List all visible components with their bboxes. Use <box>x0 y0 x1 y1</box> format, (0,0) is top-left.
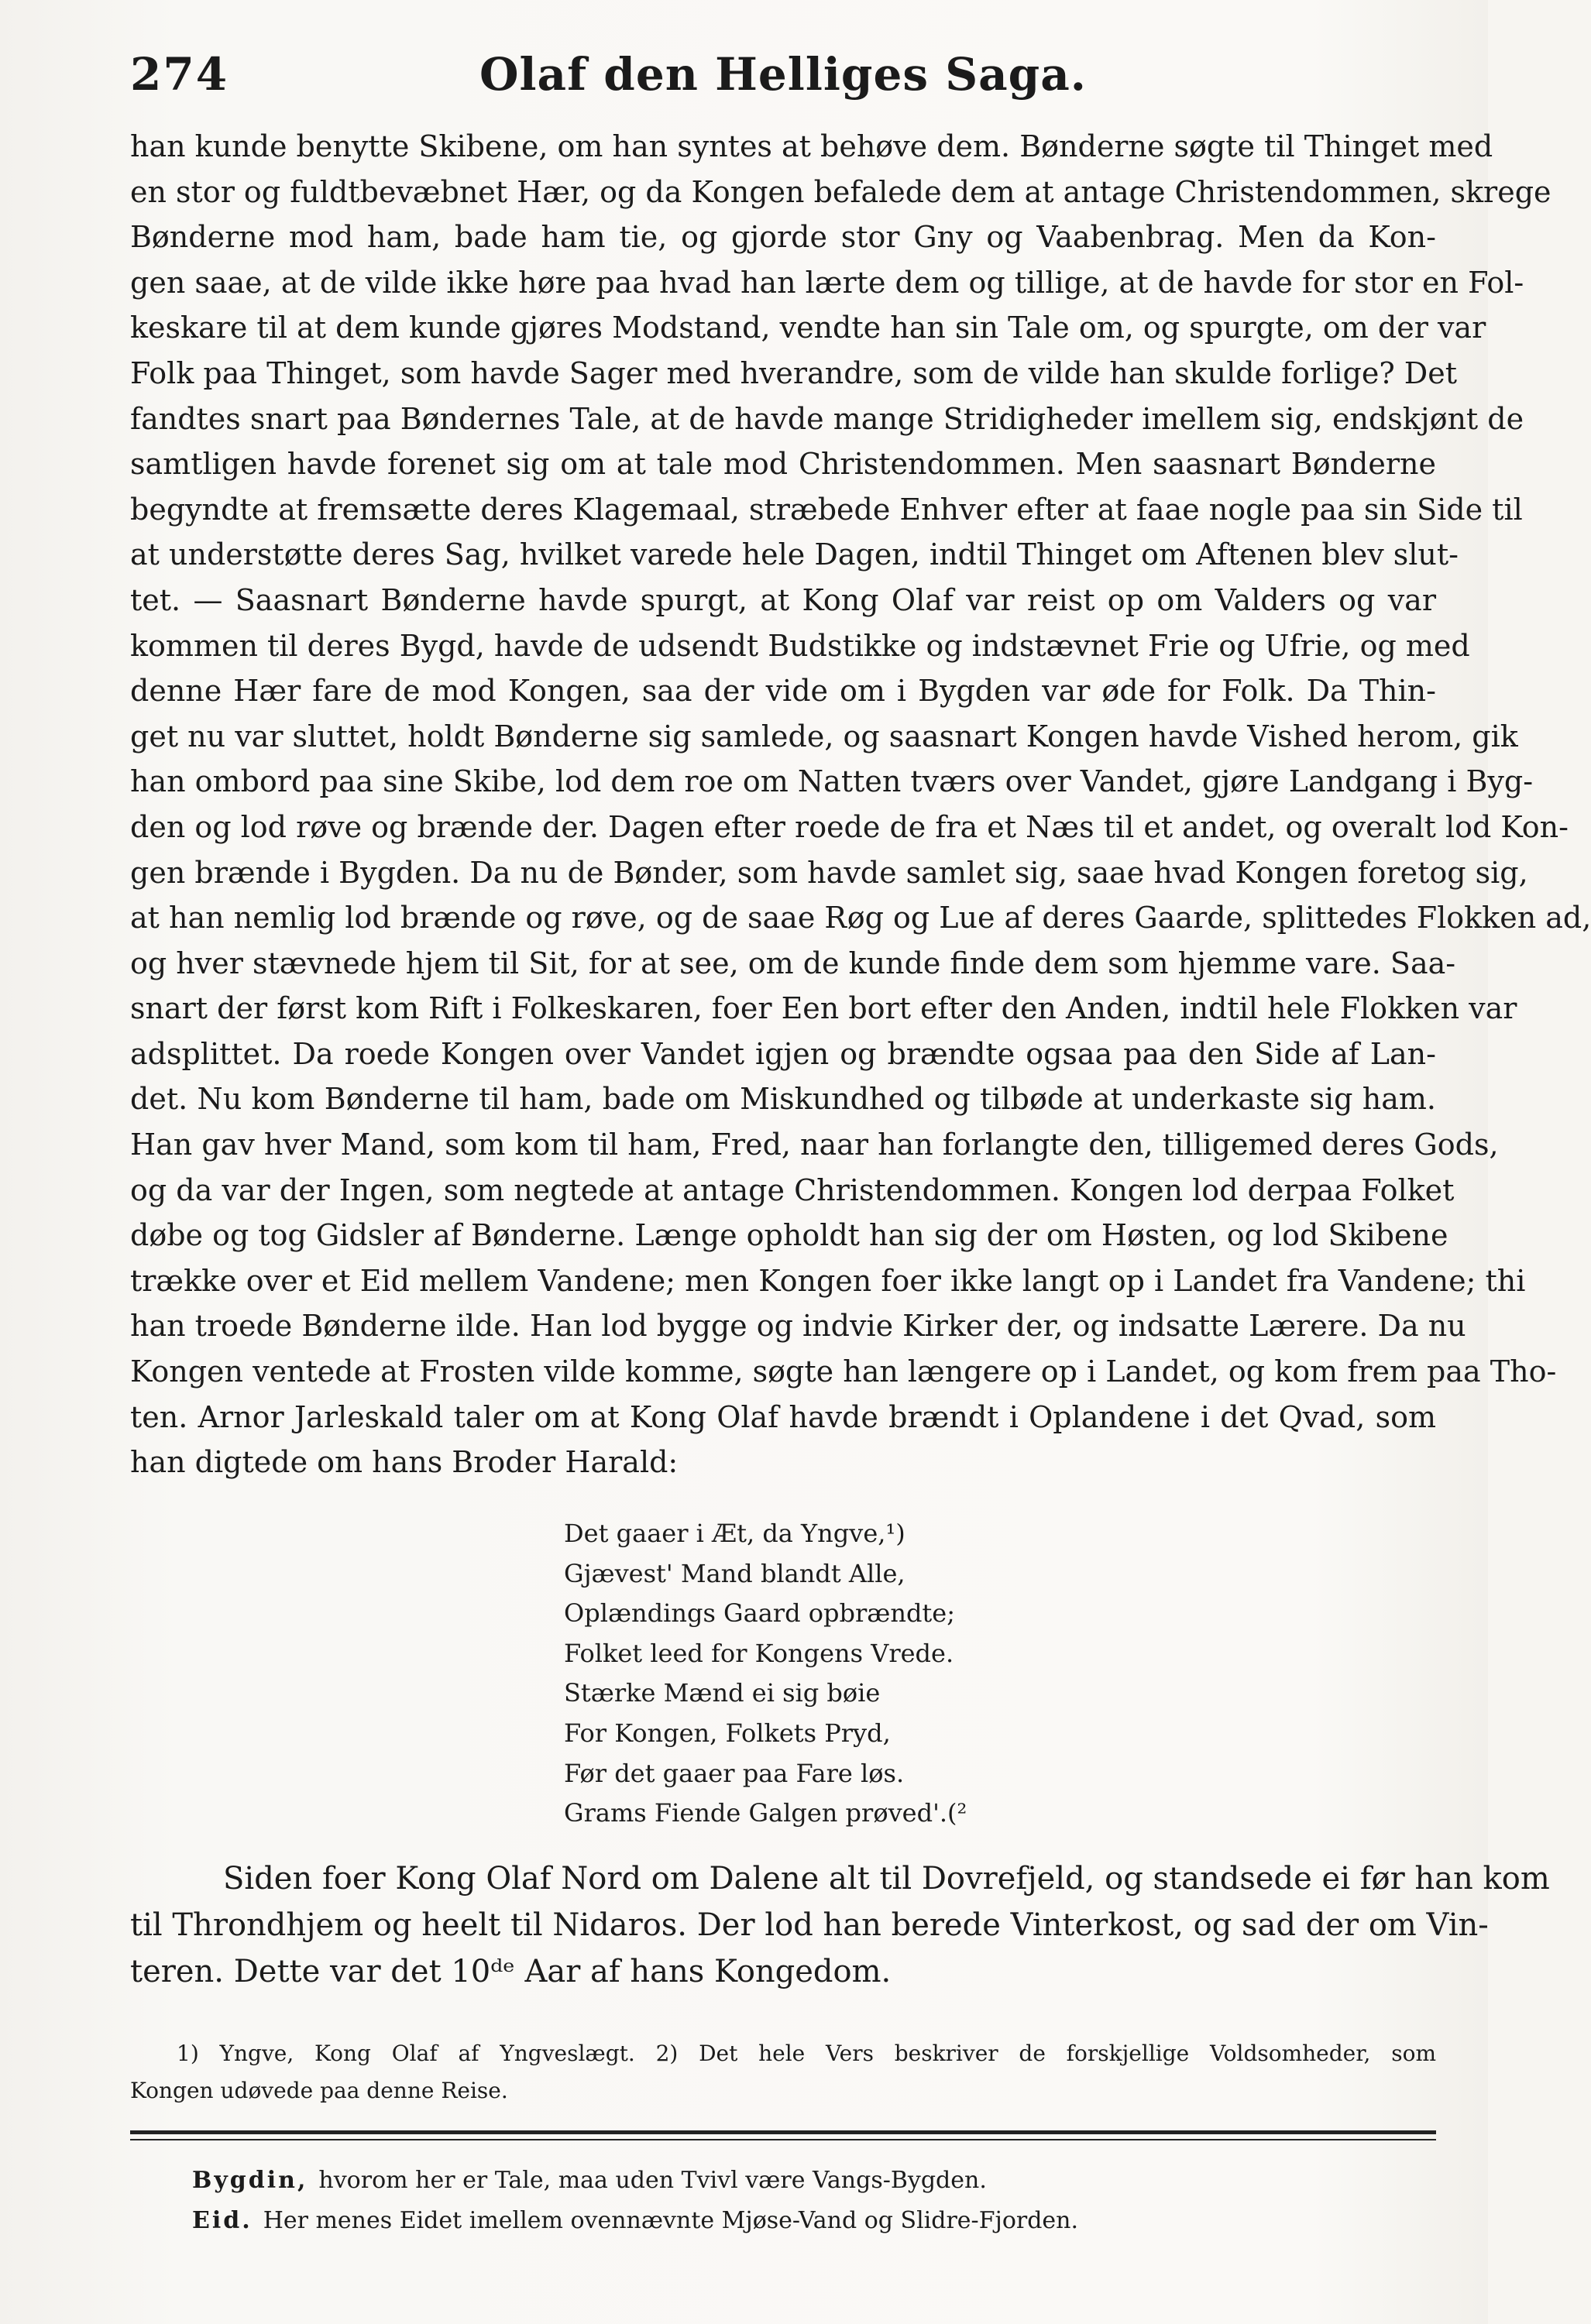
divider-rule <box>130 2139 1436 2140</box>
text-line: han kunde benytte Skibene, om han syntes at behøve dem. Bønderne søgte til Thinget med <box>130 129 1493 163</box>
text-line: teren. Dette var det 10ᵈᵉ Aar af hans Kongedom. <box>130 1954 892 1989</box>
verse-line: Gjævest' Mand blandt Alle, <box>564 1558 905 1588</box>
main-paragraph <box>130 124 1591 1485</box>
glossary-entry <box>192 2161 1431 2201</box>
text-line: begyndte at fremsætte deres Klagemaal, stræbede Enhver efter at faae nogle paa sin Side til <box>130 492 1523 527</box>
text-line: han digtede om hans Broder Harald: <box>130 1445 679 1480</box>
text-line: en stor og fuldtbevæbnet Hær, og da Kongen befalede dem at antage Christendommen, skrege <box>130 174 1551 209</box>
closing-paragraph <box>130 1855 1550 1995</box>
footnotes <box>130 2035 1436 2109</box>
text-line: snart der først kom Rift i Folkeskaren, foer Een bort efter den Anden, indtil hele Flokken var <box>130 991 1517 1026</box>
text-line: samtligen havde forenet sig om at tale mod Christendommen. Men saasnart Bønderne <box>130 447 1436 482</box>
glossary-term: Bygdin, <box>192 2167 308 2194</box>
text-line: den og lod røve og brænde der. Dagen efter roede de fra et Næs til et andet, og overalt lod Kon- <box>130 809 1569 844</box>
glossary-term: Eid. <box>192 2207 253 2234</box>
page-header <box>130 48 1436 110</box>
text-line: ten. Arnor Jarleskald taler om at Kong Olaf havde brændt i Oplandene i det Qvad, som <box>130 1399 1436 1434</box>
verse-line: Grams Fiende Galgen prøved'.(² <box>564 1798 967 1828</box>
running-title: Olaf den Helliges Saga. <box>479 48 1087 101</box>
verse-line: Før det gaaer paa Fare løs. <box>564 1758 905 1788</box>
page-number: 274 <box>130 48 229 101</box>
verse-line: Folket leed for Kongens Vrede. <box>564 1638 954 1668</box>
text-line: Kongen ventede at Frosten vilde komme, søgte han længere op i Landet, og kom frem paa Tho- <box>130 1354 1557 1389</box>
verse-block <box>564 1514 1261 1834</box>
text-line: get nu var sluttet, holdt Bønderne sig samlede, og saasnart Kongen havde Vished herom, gik <box>130 719 1518 753</box>
text-line: tet. — Saasnart Bønderne havde spurgt, at Kong Olaf var reist op om Valders og var <box>130 582 1436 617</box>
text-line: at understøtte deres Sag, hvilket varede hele Dagen, indtil Thinget om Aftenen blev slut- <box>130 537 1459 572</box>
text-line: til Throndhjem og heelt til Nidaros. Der lod han berede Vinterkost, og sad der om Vin- <box>130 1907 1489 1943</box>
text-line: keskare til at dem kunde gjøres Modstand, vendte han sin Tale om, og spurgte, om der var <box>130 311 1486 345</box>
text-line: Han gav hver Mand, som kom til ham, Fred, naar han forlangte den, tilligemed deres Gods, <box>130 1128 1499 1162</box>
footnote-line: 1) Yngve, Kong Olaf af Yngveslægt. 2) Det hele Vers beskriver de forskjellige Voldsomheder, som <box>177 2041 1436 2066</box>
text-line: adsplittet. Da roede Kongen over Vandet igjen og brændte ogsaa paa den Side af Lan- <box>130 1036 1436 1071</box>
text-line: trække over et Eid mellem Vandene; men Kongen foer ikke langt op i Landet fra Vandene; thi <box>130 1263 1526 1298</box>
text-line: gen brænde i Bygden. Da nu de Bønder, som havde samlet sig, saae hvad Kongen foretog sig, <box>130 855 1528 890</box>
text-line: at han nemlig lod brænde og røve, og de saae Røg og Lue af deres Gaarde, splittedes Flokken ad, <box>130 901 1591 935</box>
text-line: Siden foer Kong Olaf Nord om Dalene alt til Dovrefjeld, og standsede ei før han kom <box>223 1861 1550 1897</box>
text-line: Bønderne mod ham, bade ham tie, og gjorde stor Gny og Vaabenbrag. Men da Kon- <box>130 220 1436 255</box>
divider-rule <box>130 2130 1436 2134</box>
text-line: gen saae, at de vilde ikke høre paa hvad han lærte dem og tillige, at de havde for stor en Fol- <box>130 265 1524 300</box>
verse-line: Stærke Mænd ei sig bøie <box>564 1678 881 1708</box>
text-line: døbe og tog Gidsler af Bønderne. Længe opholdt han sig der om Høsten, og lod Skibene <box>130 1218 1448 1253</box>
glossary-text: Her menes Eidet imellem ovennævnte Mjøse-Vand og Slidre-Fjorden. <box>263 2207 1079 2234</box>
footnote-line: Kongen udøvede paa denne Reise. <box>130 2078 508 2103</box>
text-line: og hver stævnede hjem til Sit, for at see, om de kunde finde dem som hjemme vare. Saa- <box>130 946 1456 980</box>
text-line: og da var der Ingen, som negtede at antage Christendommen. Kongen lod derpaa Folket <box>130 1172 1455 1207</box>
text-line: han ombord paa sine Skibe, lod dem roe om Natten tværs over Vandet, gjøre Landgang i Byg- <box>130 764 1534 799</box>
text-line: denne Hær fare de mod Kongen, saa der vide om i Bygden var øde for Folk. Da Thin- <box>130 674 1436 709</box>
verse-line: For Kongen, Folkets Pryd, <box>564 1718 891 1748</box>
glossary-entry <box>192 2201 1431 2241</box>
text-line: Folk paa Thinget, som havde Sager med hverandre, som de vilde han skulde forlige? Det <box>130 355 1458 390</box>
text-line: fandtes snart paa Bøndernes Tale, at de havde mange Stridigheder imellem sig, endskjønt de <box>130 401 1524 436</box>
text-line: han troede Bønderne ilde. Han lod bygge og indvie Kirker der, og indsatte Lærere. Da nu <box>130 1309 1466 1344</box>
glossary-text: hvorom her er Tale, maa uden Tvivl være Vangs-Bygden. <box>318 2167 987 2194</box>
verse-line: Oplændings Gaard opbrændte; <box>564 1598 955 1629</box>
text-line: det. Nu kom Bønderne til ham, bade om Miskundhed og tilbøde at underkaste sig ham. <box>130 1082 1436 1117</box>
verse-line: Det gaaer i Æt, da Yngve,¹) <box>564 1519 905 1548</box>
text-line: kommen til deres Bygd, havde de udsendt Budstikke og indstævnet Frie og Ufrie, og med <box>130 628 1470 663</box>
glossary-notes <box>192 2161 1431 2241</box>
